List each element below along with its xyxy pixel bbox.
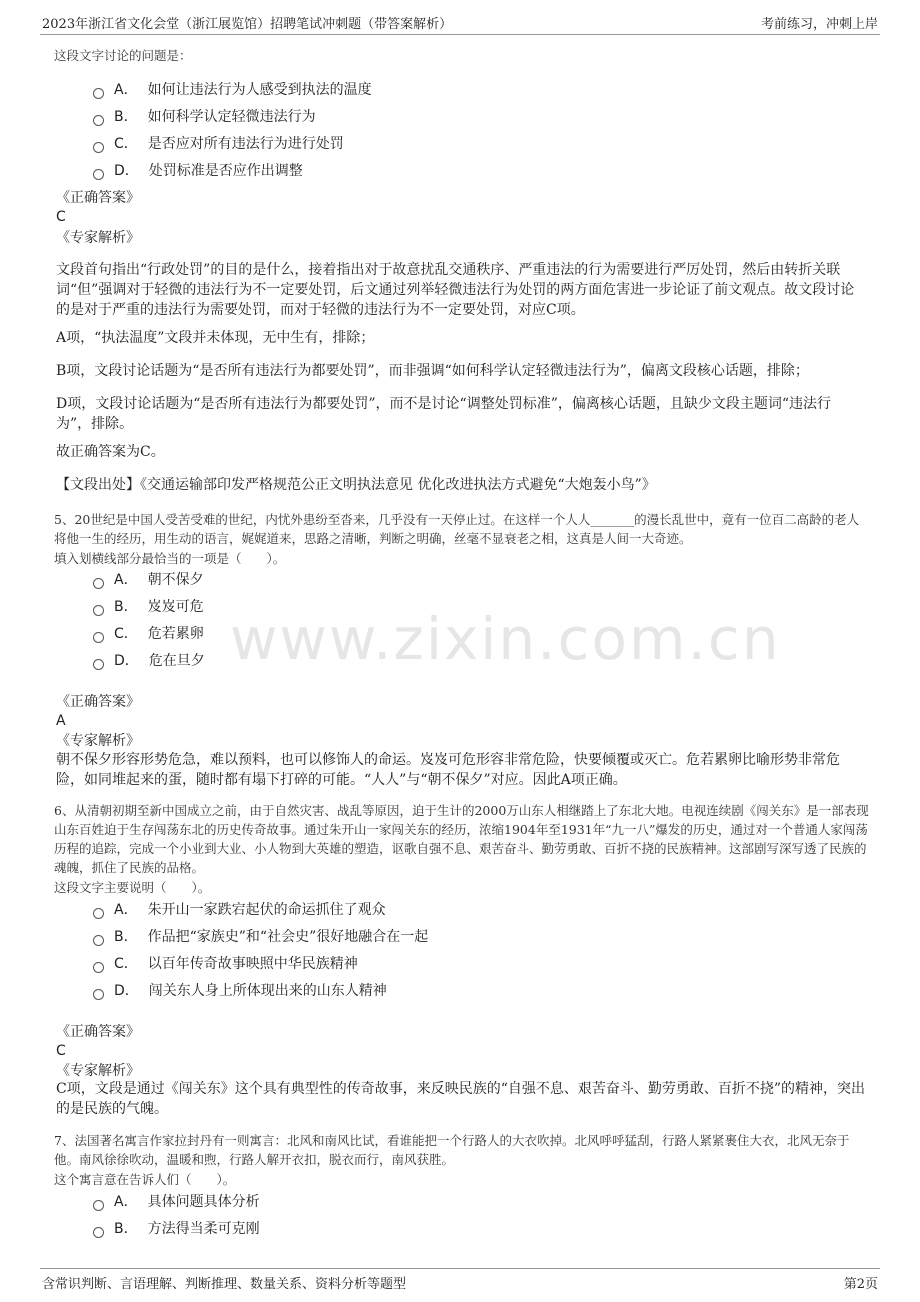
q4-analysis-paragraph: 文段首句指出“行政处罚”的目的是什么，接着指出对于故意扰乱交通秩序、严重违法的行为需要进行严厉处罚，然后由转折关联词“但”强调对于轻微的违法行为不一定要处罚，后文通过列举轻微违法行为处罚的两方面危害进一步论证了前文观点。故文段讨论的是对于严重的违法行为需要处罚，而对于轻微的违法行为不一定要处罚，对应C项。 bbox=[56, 262, 855, 318]
q5-option-c[interactable]: C． 危若累卵 bbox=[93, 624, 204, 644]
radio-icon[interactable] bbox=[93, 1227, 104, 1238]
q4-option-b[interactable]: B． 如何科学认定轻微违法行为 bbox=[93, 107, 316, 127]
q4-option-a[interactable]: A． 如何让违法行为人感受到执法的温度 bbox=[93, 80, 372, 100]
q6-option-d[interactable]: D． 闯关东人身上所体现出来的山东人精神 bbox=[93, 981, 387, 1001]
q5-answer: A bbox=[56, 713, 66, 729]
q5-analysis-label: 《专家解析》 bbox=[56, 733, 140, 749]
q6-option-b[interactable]: B． 作品把“家族史”和“社会史”很好地融合在一起 bbox=[93, 927, 428, 947]
document-title: 2023年浙江省文化会堂（浙江展览馆）招聘笔试冲刺题（带答案解析） bbox=[42, 17, 453, 32]
q4-answer-label: 《正确答案》 bbox=[56, 190, 140, 206]
radio-icon[interactable] bbox=[93, 989, 104, 1000]
q4-source: 【文段出处】《交通运输部印发严格规范公正文明执法意见 优化改进执法方式避免“大炮轰小鸟”》 bbox=[56, 477, 656, 493]
q6-option-a[interactable]: A． 朱开山一家跌宕起伏的命运抓住了观众 bbox=[93, 900, 386, 920]
radio-icon[interactable] bbox=[93, 962, 104, 973]
q5-answer-label: 《正确答案》 bbox=[56, 694, 140, 710]
q5-stem: 5、20世纪是中国人受苦受难的世纪，内忧外患纷至沓来，几乎没有一天停止过。在这样一个人人_______的漫长乱世中，竟有一位百二高龄的老人将他一生的经历，用生动的语言，娓娓道来，思路之清晰，判断之明确，丝毫不显衰老之相，这真是人间一大奇迹。 bbox=[54, 512, 860, 546]
q7-option-b[interactable]: B． 方法得当柔可克刚 bbox=[93, 1219, 260, 1239]
q5-option-b[interactable]: B． 岌岌可危 bbox=[93, 597, 204, 617]
radio-icon[interactable] bbox=[93, 115, 104, 126]
q4-option-d[interactable]: D． 处罚标准是否应作出调整 bbox=[93, 161, 303, 181]
q5-analysis: 朝不保夕形容形势危急，难以预料，也可以修饰人的命运。岌岌可危形容非常危险，快要倾覆或灭亡。危若累卵比喻形势非常危险，如同堆起来的蛋，随时都有塌下打碎的可能。“人人”与“朝不保夕”对应。因此A项正确。 bbox=[56, 752, 840, 788]
radio-icon[interactable] bbox=[93, 659, 104, 670]
page-footer bbox=[40, 1268, 880, 1293]
q6-stem: 6、从清朝初期至新中国成立之前，由于自然灾害、战乱等原因，迫于生计的2000万山东人相继踏上了东北大地。电视连续剧《闯关东》是一部表现山东百姓迫于生存闯荡东北的历史传奇故事。通过朱开山一家闯关东的经历，浓缩1904年至1931年“九一八”爆发的历史，通过对一个普通人家闯荡历程的追踪，完成一个小业到大业、小人物到大英雄的塑造，讴歌自强不息、艰苦奋斗、勤劳勇敢、百折不挠的民族精神。这部剧写深写透了民族的魂魄，抓住了民族的品格。 bbox=[54, 803, 869, 875]
q4-analysis-label: 《专家解析》 bbox=[56, 230, 140, 246]
q7-option-a[interactable]: A． 具体问题具体分析 bbox=[93, 1192, 260, 1212]
q4-analysis-a: A项，“执法温度”文段并未体现，无中生有，排除； bbox=[56, 330, 375, 346]
page-number: 第2页 bbox=[843, 1277, 878, 1292]
radio-icon[interactable] bbox=[93, 1200, 104, 1211]
radio-icon[interactable] bbox=[93, 578, 104, 589]
q5-option-a[interactable]: A． 朝不保夕 bbox=[93, 570, 204, 590]
radio-icon[interactable] bbox=[93, 169, 104, 180]
footer-description: 含常识判断、言语理解、判断推理、数量关系、资料分析等题型 bbox=[42, 1277, 407, 1292]
q6-option-c[interactable]: C． 以百年传奇故事映照中华民族精神 bbox=[93, 954, 358, 974]
q7-prompt: 这个寓言意在告诉人们（ ）。 bbox=[54, 1172, 236, 1187]
q4-analysis-b: B项，文段讨论话题为“是否所有违法行为都要处罚”，而非强调“如何科学认定轻微违法行为”，偏离文段核心话题，排除； bbox=[56, 363, 809, 379]
radio-icon[interactable] bbox=[93, 142, 104, 153]
q4-answer: C bbox=[56, 209, 66, 225]
q5-prompt: 填入划横线部分最恰当的一项是（ ）。 bbox=[54, 551, 286, 566]
radio-icon[interactable] bbox=[93, 605, 104, 616]
q4-stem: 这段文字讨论的问题是： bbox=[54, 48, 192, 63]
q6-answer-label: 《正确答案》 bbox=[56, 1024, 140, 1040]
q6-answer: C bbox=[56, 1043, 66, 1059]
radio-icon[interactable] bbox=[93, 88, 104, 99]
q4-conclusion: 故正确答案为C。 bbox=[56, 444, 165, 460]
q6-analysis-label: 《专家解析》 bbox=[56, 1063, 140, 1079]
q6-analysis: C项，文段是通过《闯关东》这个具有典型性的传奇故事，来反映民族的“自强不息、艰苦奋斗、勤劳勇敢、百折不挠”的精神，突出的是民族的气魄。 bbox=[56, 1081, 866, 1117]
radio-icon[interactable] bbox=[93, 935, 104, 946]
q5-option-d[interactable]: D． 危在旦夕 bbox=[93, 651, 205, 671]
q7-stem: 7、法国著名寓言作家拉封丹有一则寓言：北风和南风比试，看谁能把一个行路人的大衣吹掉。北风呼呼猛刮，行路人紧紧裹住大衣，北风无奈于他。南风徐徐吹动，温暖和煦，行路人解开衣扣，脱衣而行，南风获胜。 bbox=[54, 1133, 850, 1167]
radio-icon[interactable] bbox=[93, 908, 104, 919]
radio-icon[interactable] bbox=[93, 632, 104, 643]
q4-option-c[interactable]: C． 是否应对所有违法行为进行处罚 bbox=[93, 134, 344, 154]
q4-analysis-d: D项，文段讨论话题为“是否所有违法行为都要处罚”，而不是讨论“调整处罚标准”，偏离核心话题，且缺少文段主题词“违法行为”，排除。 bbox=[56, 396, 832, 432]
header-slogan: 考前练习，冲刺上岸 bbox=[760, 17, 878, 32]
watermark: www.zixin.com.cn bbox=[230, 605, 781, 673]
page-header bbox=[40, 10, 880, 35]
q6-prompt: 这段文字主要说明（ ）。 bbox=[54, 880, 211, 895]
